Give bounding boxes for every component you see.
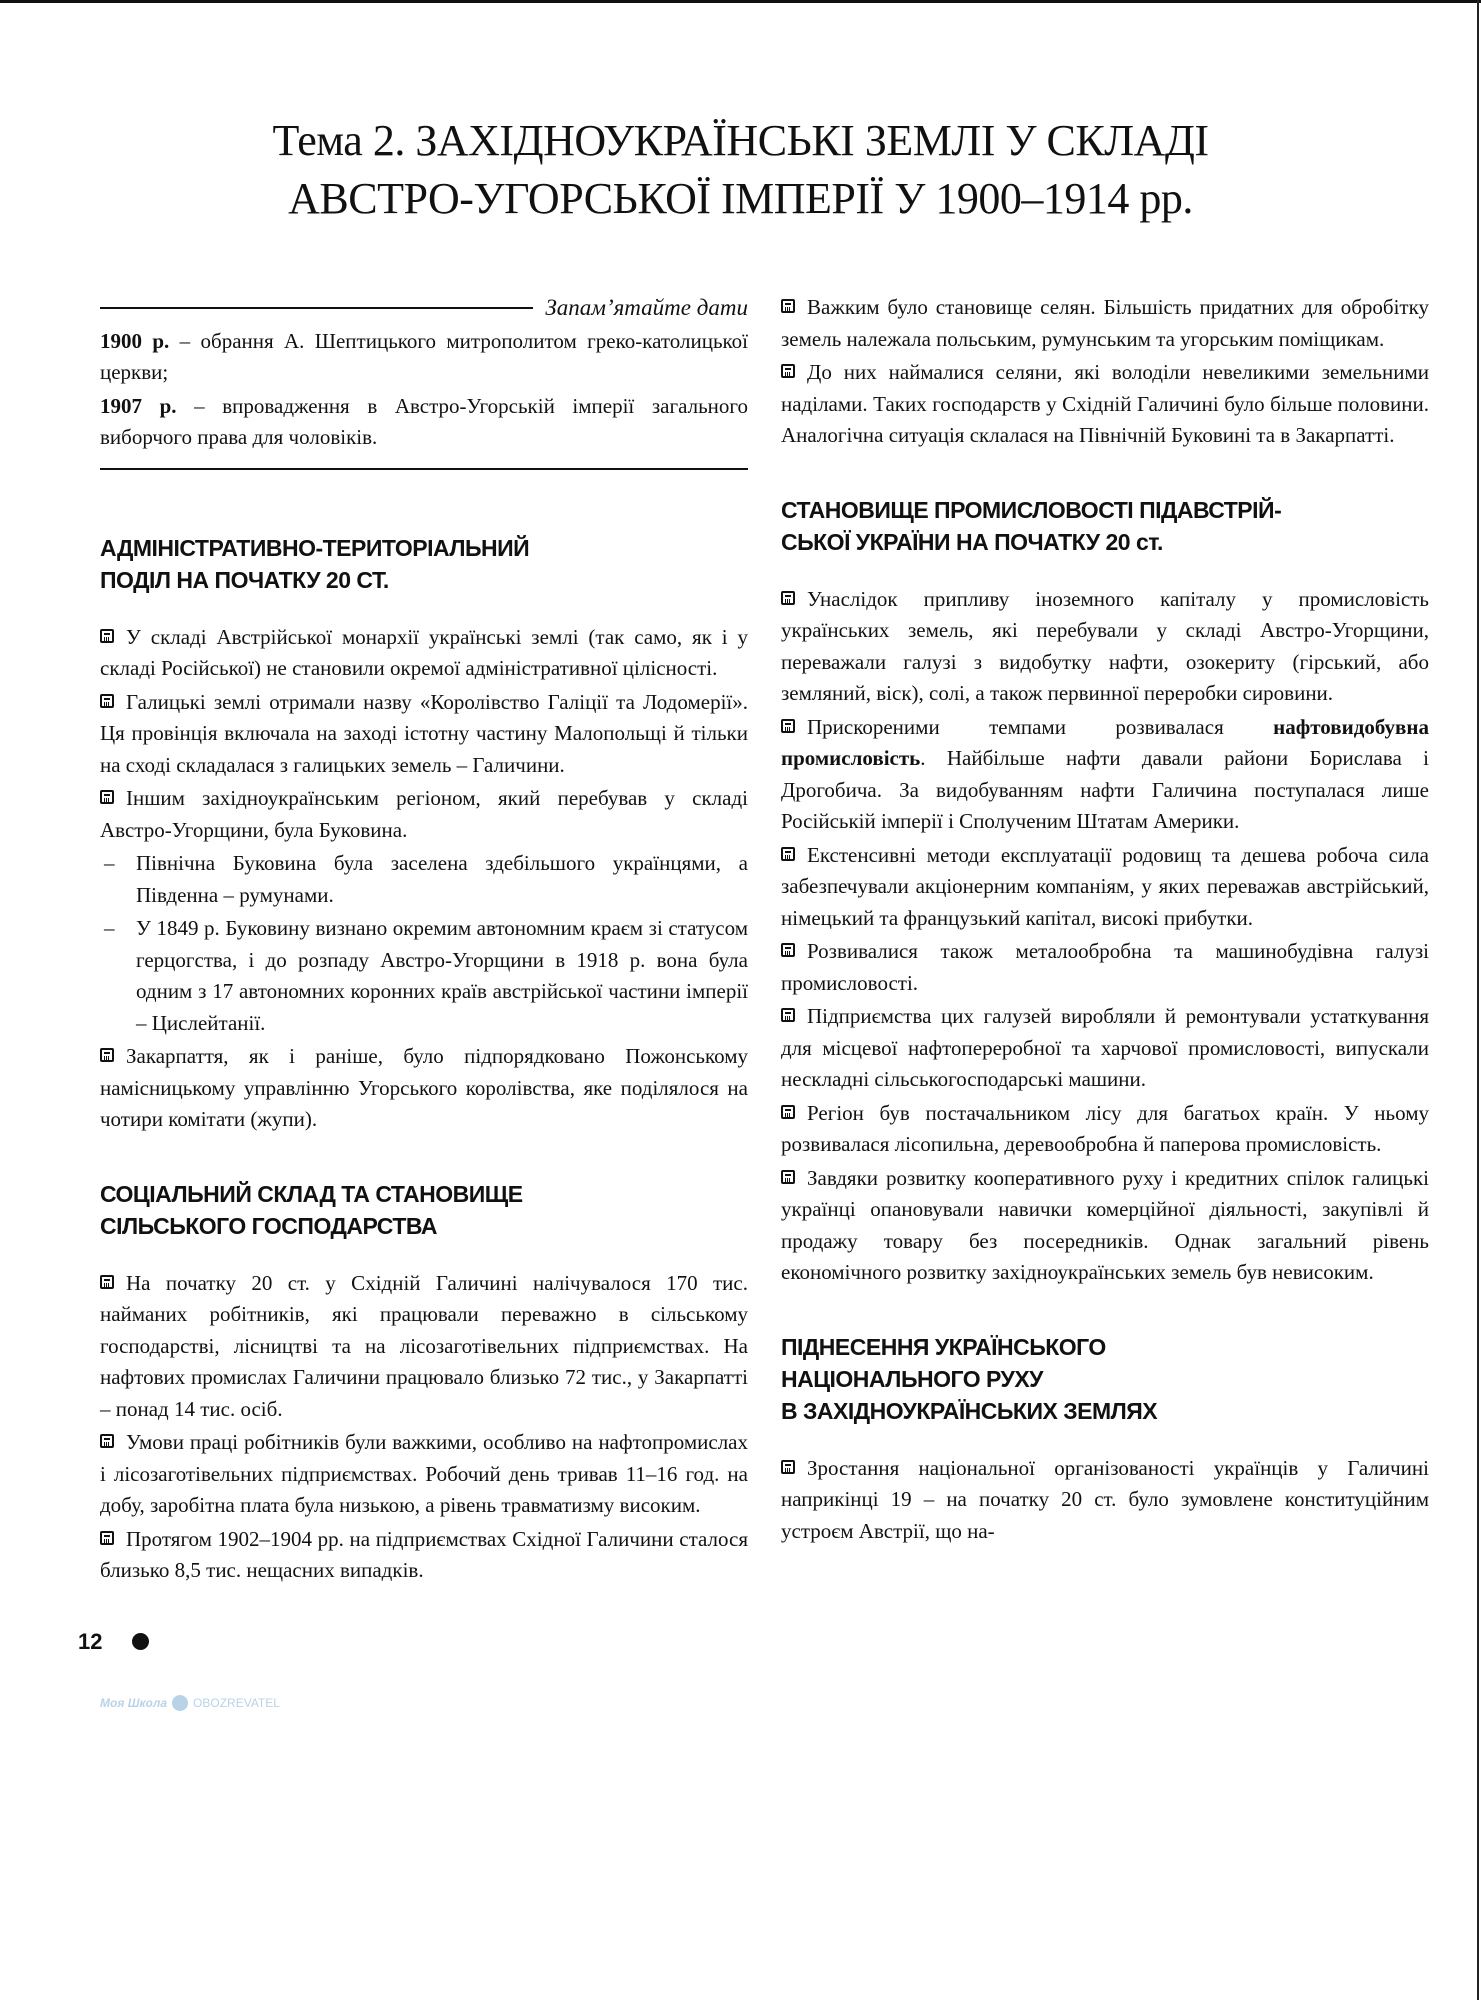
left-column [100,292,748,1589]
heading-line: ПОДІЛ НА ПОЧАТКУ 20 СТ. [100,566,389,593]
heading-line: АДМІНІСТРАТИВНО-ТЕРИТОРІАЛЬНИЙ [100,534,530,561]
section-heading-social [100,1178,748,1242]
paragraph [100,1524,748,1587]
watermark-brand-text: OBOZREVATEL [193,1695,280,1710]
paragraph-text: Підприємства цих галузей виробляли й ремонтували устаткування для місцевої нафтопереробної та харчової промисловості, випускали нескладні сільськогосподарські машини. [781,1004,1429,1091]
date-item [100,391,748,454]
paragraph [100,687,748,782]
bullet-icon [781,591,795,605]
watermark [100,1695,280,1711]
bullet-icon [100,1275,114,1289]
date-year: 1900 р. [100,328,170,353]
section-heading-industry [781,494,1429,558]
page-footer [78,1629,1481,1655]
heading-line: НАЦІОНАЛЬНОГО РУХУ [781,1365,1043,1392]
title-line-2: АВСТРО-УГОРСЬКОЇ ІМПЕРІЇ У 1900–1914 рр. [288,174,1193,223]
bullet-icon [100,1531,114,1545]
heading-line: СІЛЬСЬКОГО ГОСПОДАРСТВА [100,1212,437,1239]
two-column-body [100,292,1430,1589]
bullet-icon [781,1008,795,1022]
title-line-1: Тема 2. ЗАХІДНОУКРАЇНСЬКІ ЗЕМЛІ У СКЛАДІ [272,116,1209,165]
bullet-icon [100,694,114,708]
right-column [781,292,1429,1549]
watermark-strip [100,1695,1400,1711]
bullet-icon [781,943,795,957]
bullet-icon [100,790,114,804]
paragraph-text: Умови праці робітників були важкими, особливо на нафтопромислах і лісозаготівельних підприємствах. Робочий день тривав 11–16 год. на добу, заробітна плата була низькою, а рівень травматизму високим. [100,1430,748,1517]
paragraph-text: Регіон був постачальником лісу для багатьох країн. У ньому розвивалася лісопильна, деревообробна й паперова промисловість. [781,1100,1429,1156]
paragraph [781,840,1429,935]
paragraph [781,1098,1429,1161]
dash-list-item [100,913,748,1039]
dash-marker: – [104,851,115,875]
dates-header [100,292,748,324]
paragraph-text: Екстенсивні методи експлуатації родовищ та дешева робоча сила забезпечували акціонерним компаніям, у яких переважав австрійський, німецький та французький капітал, високі прибутки. [781,842,1429,930]
paragraph-text: Галицькі землі отримали назву «Королівство Галіції та Лодомерії». Ця провінція включала на заході істотну частину Малопольщі й тільки на сході складалася з галицьких земель – Галичини. [100,689,748,777]
bullet-icon [781,1105,795,1119]
page-number: 12 [78,1628,103,1654]
paragraph [781,1453,1429,1548]
paragraph-text: Протягом 1902–1904 рр. на підприємствах Східної Галичини сталося близько 8,5 тис. нещасних випадків. [100,1526,748,1582]
watermark-logo-icon [172,1695,188,1711]
heading-line: СЬКОЇ УКРАЇНИ НА ПОЧАТКУ 20 ст. [781,528,1163,555]
date-text: – обрання А. Шептицького митрополитом греко-католицької церкви; [100,328,748,384]
watermark-school-text: Моя Школа [100,1695,168,1710]
date-year: 1907 р. [100,393,177,418]
paragraph [100,622,748,685]
paragraph [781,292,1429,355]
page-marker-dot [132,1633,149,1650]
bullet-icon [100,1434,114,1448]
paragraph [781,1001,1429,1096]
date-item [100,326,748,389]
heading-line: В ЗАХІДНОУКРАЇНСЬКИХ ЗЕМЛЯХ [781,1397,1158,1424]
paragraph-text: На початку 20 ст. у Східній Галичині налічувалося 170 тис. найманих робітників, які працювали переважно в сільському господарстві, лісництві та на лісозаготівельних підприємствах. На нафтових промислах Галичини працювало близько 72 тис., у Закарпатті – понад 14 тис. осіб. [100,1270,748,1421]
paragraph [781,712,1429,838]
paragraph-text: Іншим західноукраїнським регіоном, який перебував у складі Австро-Угорщини, була Буковина. [100,786,748,842]
section-heading-admin [100,532,748,596]
paragraph-text: Розвивалися також металообробна та машинобудівна галузі промисловості. [781,939,1429,995]
bullet-icon [781,364,795,378]
paragraph [100,1427,748,1522]
bullet-icon [781,719,795,733]
paragraph-text: Зростання національної організованості українців у Галичині наприкінці 19 – на початку 20 ст. було зумовлене конституційним устроєм Австрії, що на- [781,1455,1429,1543]
paragraph-text: . Найбільше нафти давали райони Борислава і Дрогобича. За видобуванням нафти Галичина поступалася лише Російській імперії і Сполученим Штатам Америки. [781,746,1429,833]
paragraph [781,357,1429,452]
paragraph-text: Важким було становище селян. Більшість придатних для обробітку земель належала польським, румунським та угорським поміщикам. [781,295,1429,351]
emphasis-text: нафтовидобувна промисловість [781,714,1429,770]
dash-marker: – [104,916,115,940]
paragraph-text: Закарпаття, як і раніше, було підпорядковано Пожонському намісницькому управлінню Угорського королівства, яке поділялося на чотири комітати (жупи). [100,1044,748,1131]
bullet-icon [781,847,795,861]
paragraph-text: Завдяки розвитку кооперативного руху і кредитних спілок галицькі українці опановували навички комерційної діяльності, закупівлі й продажу товару без посередників. Однак загальний рівень економічного розвитку західноукраїнських земель був невисоким. [781,1165,1429,1284]
list-item-text: У 1849 р. Буковину визнано окремим автономним краєм зі статусом герцогства, і до розпаду Австро-Угорщини в 1918 р. вона була одним з 17 автономних коронних країв австрійської частини імперії – Цислейтанії. [136,916,748,1035]
heading-line: СОЦІАЛЬНИЙ СКЛАД ТА СТАНОВИЩЕ [100,1180,523,1207]
bullet-icon [100,1048,114,1062]
paragraph [781,584,1429,710]
section-heading-national [781,1331,1429,1427]
paragraph [100,783,748,846]
heading-line: ПІДНЕСЕННЯ УКРАЇНСЬКОГО [781,1333,1106,1360]
dash-list-item [100,848,748,911]
list-item-text: Північна Буковина була заселена здебільшого українцями, а Південна – румунами. [136,851,748,907]
paragraph-text: У складі Австрійської монархії українські землі (так само, як і у складі Російської) не становили окремої адміністративної цілісності. [100,624,748,680]
paragraph-text: До них наймалися селяни, які володіли невеликими земельними наділами. Таких господарств у Східній Галичині було більше половини. Аналогічна ситуація склалася на Північній Буковині та в Закарпатті. [781,360,1429,447]
paragraph [100,1041,748,1136]
paragraph-text: Унаслідок припливу іноземного капіталу у промисловість українських земель, які перебували у складі Австро-Угорщини, переважали галузі з видобутку нафти, озокериту (гірський, або земляний, віск), солі, а також первинної переробки сировини. [781,586,1429,705]
heading-line: СТАНОВИЩЕ ПРОМИСЛОВОСТІ ПІДАВСТРІЙ- [781,496,1282,523]
paragraph [781,936,1429,999]
dates-label: Запам’ятайте дати [545,295,748,320]
paragraph [100,1268,748,1426]
bullet-icon [781,299,795,313]
bullet-icon [781,1460,795,1474]
page-title [191,112,1291,228]
bullet-icon [781,1170,795,1184]
paragraph [781,1163,1429,1289]
bullet-icon [100,629,114,643]
date-text: – впровадження в Австро-Угорській імперії загального виборчого права для чоловіків. [100,393,748,449]
paragraph-text: Прискореними темпами розвивалася [807,714,1274,739]
dates-rule-top [100,307,533,309]
